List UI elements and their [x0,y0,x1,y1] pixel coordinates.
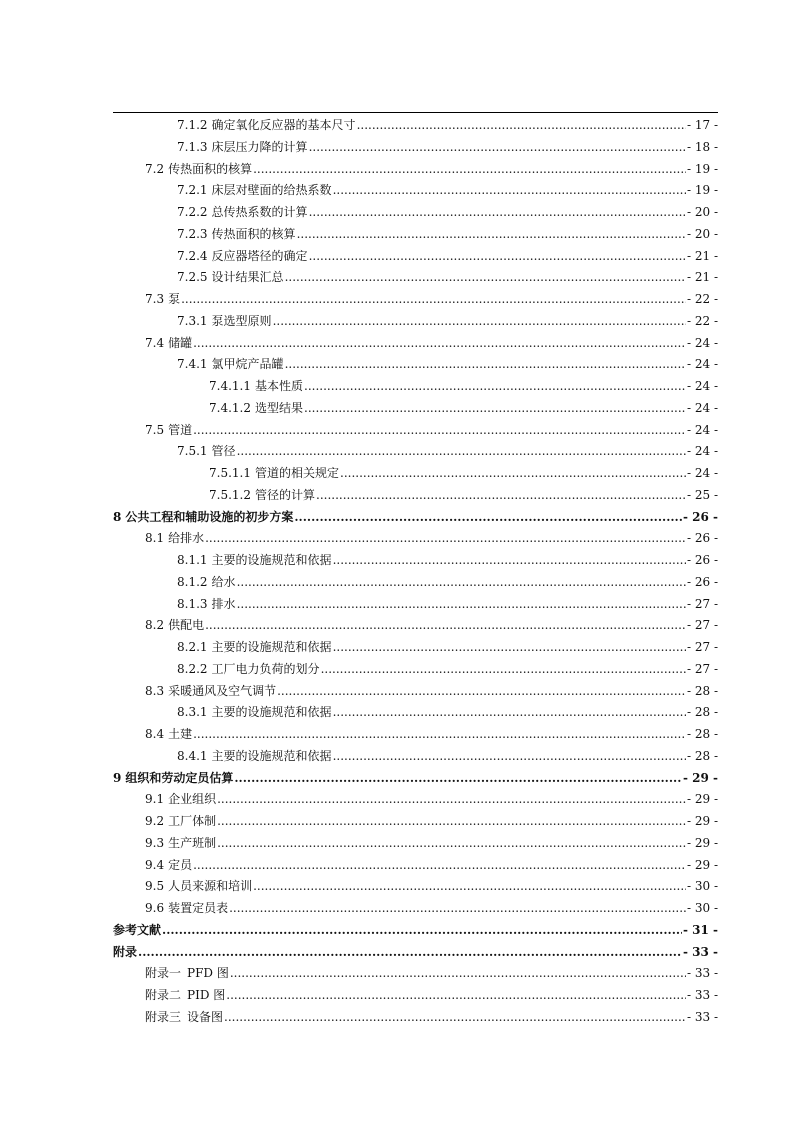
toc-entry-page: - 24 - [686,466,718,480]
toc-entry[interactable] [113,420,718,442]
toc-entry-page: - 26 - [682,509,718,524]
toc-entry-number: 8.2.2 [177,661,208,676]
toc-entry-number: 8.2 [145,618,165,633]
toc-entry-number: 7.5.1 [177,444,208,459]
toc-leader-dots [309,202,686,224]
toc-entry-title: 给水 [211,574,236,589]
toc-entry-title: 总传热系数的计算 [211,205,308,219]
toc-entry[interactable] [113,202,718,224]
toc-entry-number: 7.2.3 [177,226,208,241]
toc-entry[interactable] [113,180,718,202]
toc-entry-number: 附录三 [145,1009,182,1024]
toc-entry-page: - 28 - [686,705,718,720]
toc-entry-title: 设备图 [187,1009,224,1024]
toc-leader-dots [226,985,686,1007]
toc-entry[interactable] [113,159,718,181]
toc-leader-dots [285,267,686,289]
toc-entry-page: - 27 - [686,661,718,676]
toc-entry[interactable] [113,659,718,681]
toc-entry[interactable] [113,550,718,572]
toc-entry-title: 主要的设施规范和依据 [211,553,332,567]
toc-entry-title: 泵 [168,292,181,306]
toc-entry-title: 供配电 [168,618,205,633]
toc-entry-page: - 28 - [686,748,718,763]
header-rule [113,112,718,113]
toc-entry-title: 主要的设施规范和依据 [211,640,332,654]
toc-leader-dots [162,920,682,942]
toc-entry[interactable] [113,485,718,507]
toc-entry[interactable] [113,963,718,985]
toc-entry-number: 8.3.1 [177,705,208,720]
toc-entry-number: 8 [113,509,122,524]
toc-entry-title: PID 图 [187,988,226,1002]
toc-entry-number: 8.4.1 [177,748,208,763]
toc-entry[interactable] [113,942,718,964]
toc-entry-number: 7.5.1.1 [209,466,251,480]
toc-leader-dots [217,833,686,855]
toc-entry-title: 土建 [168,727,193,741]
toc-entry-number: 7.2.2 [177,205,208,219]
toc-entry[interactable] [113,594,718,616]
toc-entry-title: 排水 [211,596,236,611]
toc-leader-dots [304,376,686,398]
toc-leader-dots [193,420,686,442]
toc-entry-title: 床层对壁面的给热系数 [211,183,332,198]
toc-leader-dots [193,724,686,746]
toc-entry-page: - 29 - [686,835,718,850]
toc-entry[interactable] [113,876,718,898]
toc-entry-page: - 20 - [686,226,718,241]
toc-leader-dots [237,441,686,463]
toc-entry-title: 泵选型原则 [211,313,272,328]
toc-entry-number: 8.2.1 [177,640,208,654]
toc-leader-dots [193,333,686,355]
toc-entry[interactable] [113,376,718,398]
toc-entry-number: 7.4.1.1 [209,379,251,393]
toc-entry-number: 7.1.3 [177,139,208,154]
toc-entry-page: - 24 - [686,357,718,372]
toc-leader-dots [304,398,686,420]
toc-entry-title: 设计结果汇总 [211,270,284,285]
toc-entry[interactable] [113,615,718,637]
toc-entry-number: 附录一 [145,966,182,981]
toc-entry-page: - 24 - [686,335,718,350]
toc-entry-title: 管径的计算 [254,487,315,502]
toc-entry[interactable] [113,985,718,1007]
toc-entry[interactable] [113,354,718,376]
toc-entry-title: 附录 [113,944,138,959]
toc-entry-page: - 27 - [686,640,718,654]
toc-entry[interactable] [113,637,718,659]
toc-leader-dots [237,594,686,616]
toc-entry[interactable] [113,528,718,550]
toc-entry-page: - 27 - [686,618,718,633]
table-of-contents [113,115,718,1029]
toc-entry[interactable] [113,1007,718,1029]
toc-entry[interactable] [113,789,718,811]
toc-entry[interactable] [113,398,718,420]
toc-leader-dots [333,180,686,202]
toc-entry[interactable] [113,811,718,833]
toc-entry-page: - 22 - [686,313,718,328]
toc-entry-title: 管径 [211,444,236,459]
toc-entry-page: - 22 - [686,292,718,306]
toc-entry-number: 7.3.1 [177,313,208,328]
toc-entry-page: - 19 - [686,161,718,176]
toc-entry-title: 定员 [168,857,193,872]
toc-entry-number: 7.4.1 [177,357,208,372]
toc-entry-page: - 33 - [686,966,718,981]
toc-entry-page: - 24 - [686,422,718,437]
toc-leader-dots [277,681,686,703]
toc-entry-number: 8.1 [145,531,165,546]
toc-entry[interactable] [113,681,718,703]
toc-leader-dots [205,615,686,637]
toc-entry-title: 管道的相关规定 [254,466,339,480]
toc-entry-page: - 26 - [686,574,718,589]
toc-leader-dots [309,137,686,159]
toc-entry[interactable] [113,920,718,942]
toc-entry-page: - 25 - [686,487,718,502]
toc-leader-dots [294,507,682,529]
toc-entry-title: 生产班制 [168,835,217,850]
toc-entry[interactable] [113,463,718,485]
toc-leader-dots [205,528,686,550]
toc-leader-dots [224,1007,686,1029]
toc-leader-dots [333,702,686,724]
toc-entry-page: - 21 - [686,248,718,263]
toc-entry-title: PFD 图 [187,966,229,981]
toc-leader-dots [357,115,686,137]
toc-entry-title: 参考文献 [113,922,162,937]
toc-leader-dots [230,963,686,985]
toc-entry[interactable] [113,724,718,746]
toc-entry-title: 工厂体制 [168,814,217,828]
toc-entry-page: - 19 - [686,183,718,198]
toc-leader-dots [253,159,686,181]
toc-entry-number: 9 [113,770,122,785]
toc-leader-dots [237,572,686,594]
toc-entry[interactable] [113,507,718,529]
toc-entry[interactable] [113,746,718,768]
toc-entry-page: - 33 - [686,988,718,1002]
toc-entry-page: - 29 - [686,792,718,807]
toc-entry-title: 传热面积的核算 [168,161,253,176]
toc-leader-dots [333,637,686,659]
toc-entry[interactable] [113,224,718,246]
toc-entry-page: - 29 - [686,857,718,872]
toc-entry[interactable] [113,833,718,855]
toc-entry-title: 公共工程和辅助设施的初步方案 [125,509,294,524]
toc-entry[interactable] [113,137,718,159]
toc-entry-number: 7.4 [145,335,165,350]
toc-entry-number: 8.3 [145,683,165,698]
toc-entry-number: 7.3 [145,292,165,306]
toc-entry-page: - 26 - [686,553,718,567]
toc-entry-title: 反应器塔径的确定 [211,248,308,263]
toc-entry-page: - 28 - [686,683,718,698]
toc-entry-page: - 24 - [686,400,718,415]
toc-entry-page: - 31 - [682,922,718,937]
toc-leader-dots [333,550,686,572]
toc-entry[interactable] [113,246,718,268]
toc-entry-page: - 17 - [686,118,718,132]
toc-entry-title: 人员来源和培训 [168,879,253,894]
toc-entry-number: 附录二 [145,988,182,1002]
toc-entry-title: 组织和劳动定员估算 [125,770,234,785]
toc-entry-title: 工厂电力负荷的划分 [211,661,320,676]
toc-entry[interactable] [113,768,718,790]
toc-entry-title: 基本性质 [254,379,303,393]
toc-entry-number: 7.5 [145,422,165,437]
toc-entry-page: - 26 - [686,531,718,546]
toc-entry-number: 9.2 [145,814,165,828]
toc-entry-number: 8.1.1 [177,553,208,567]
toc-entry[interactable] [113,333,718,355]
toc-leader-dots [285,354,686,376]
toc-entry-number: 9.3 [145,835,165,850]
toc-entry-title: 企业组织 [168,792,217,807]
toc-leader-dots [217,811,686,833]
toc-leader-dots [193,855,686,877]
toc-entry-page: - 24 - [686,379,718,393]
toc-entry-title: 储罐 [168,335,193,350]
toc-entry[interactable] [113,289,718,311]
toc-entry-page: - 33 - [686,1009,718,1024]
toc-entry-title: 管道 [168,422,193,437]
toc-entry-number: 8.4 [145,727,165,741]
toc-leader-dots [309,246,686,268]
toc-entry-title: 装置定员表 [168,901,229,915]
toc-entry-page: - 29 - [682,770,718,785]
toc-entry-page: - 30 - [686,901,718,915]
toc-entry[interactable] [113,311,718,333]
toc-entry-page: - 28 - [686,727,718,741]
toc-entry-title: 选型结果 [254,400,303,415]
toc-entry-number: 9.5 [145,879,165,894]
toc-entry-title: 给排水 [168,531,205,546]
toc-entry-title: 床层压力降的计算 [211,139,308,154]
toc-entry[interactable] [113,855,718,877]
toc-leader-dots [340,463,686,485]
toc-leader-dots [234,768,682,790]
toc-leader-dots [273,311,686,333]
toc-leader-dots [217,789,686,811]
toc-leader-dots [316,485,686,507]
toc-entry-title: 确定氧化反应器的基本尺寸 [211,118,356,132]
toc-leader-dots [333,746,686,768]
toc-entry-number: 8.1.3 [177,596,208,611]
toc-leader-dots [321,659,686,681]
toc-leader-dots [253,876,686,898]
toc-entry-number: 9.6 [145,901,165,915]
toc-entry-page: - 33 - [682,944,718,959]
toc-leader-dots [138,942,682,964]
toc-entry-number: 7.2.5 [177,270,208,285]
toc-entry-page: - 27 - [686,596,718,611]
toc-entry-title: 采暖通风及空气调节 [168,683,277,698]
toc-entry[interactable] [113,898,718,920]
toc-entry-number: 9.1 [145,792,165,807]
toc-leader-dots [297,224,686,246]
toc-entry-page: - 24 - [686,444,718,459]
toc-entry-number: 7.2.4 [177,248,208,263]
toc-entry-page: - 29 - [686,814,718,828]
toc-entry-number: 7.1.2 [177,118,208,132]
toc-entry-number: 7.4.1.2 [209,400,251,415]
toc-entry-title: 主要的设施规范和依据 [211,748,332,763]
toc-entry-number: 7.2 [145,161,165,176]
toc-entry-title: 氯甲烷产品罐 [211,357,284,372]
toc-entry[interactable] [113,267,718,289]
toc-entry-number: 7.5.1.2 [209,487,251,502]
toc-entry[interactable] [113,702,718,724]
toc-entry[interactable] [113,115,718,137]
toc-entry-number: 8.1.2 [177,574,208,589]
toc-entry-page: - 20 - [686,205,718,219]
toc-entry-title: 传热面积的核算 [211,226,296,241]
toc-leader-dots [229,898,686,920]
toc-entry-page: - 30 - [686,879,718,894]
toc-entry-page: - 21 - [686,270,718,285]
toc-entry-number: 7.2.1 [177,183,208,198]
toc-entry[interactable] [113,572,718,594]
toc-entry-page: - 18 - [686,139,718,154]
toc-entry[interactable] [113,441,718,463]
toc-entry-title: 主要的设施规范和依据 [211,705,332,720]
toc-entry-number: 9.4 [145,857,165,872]
toc-leader-dots [181,289,686,311]
